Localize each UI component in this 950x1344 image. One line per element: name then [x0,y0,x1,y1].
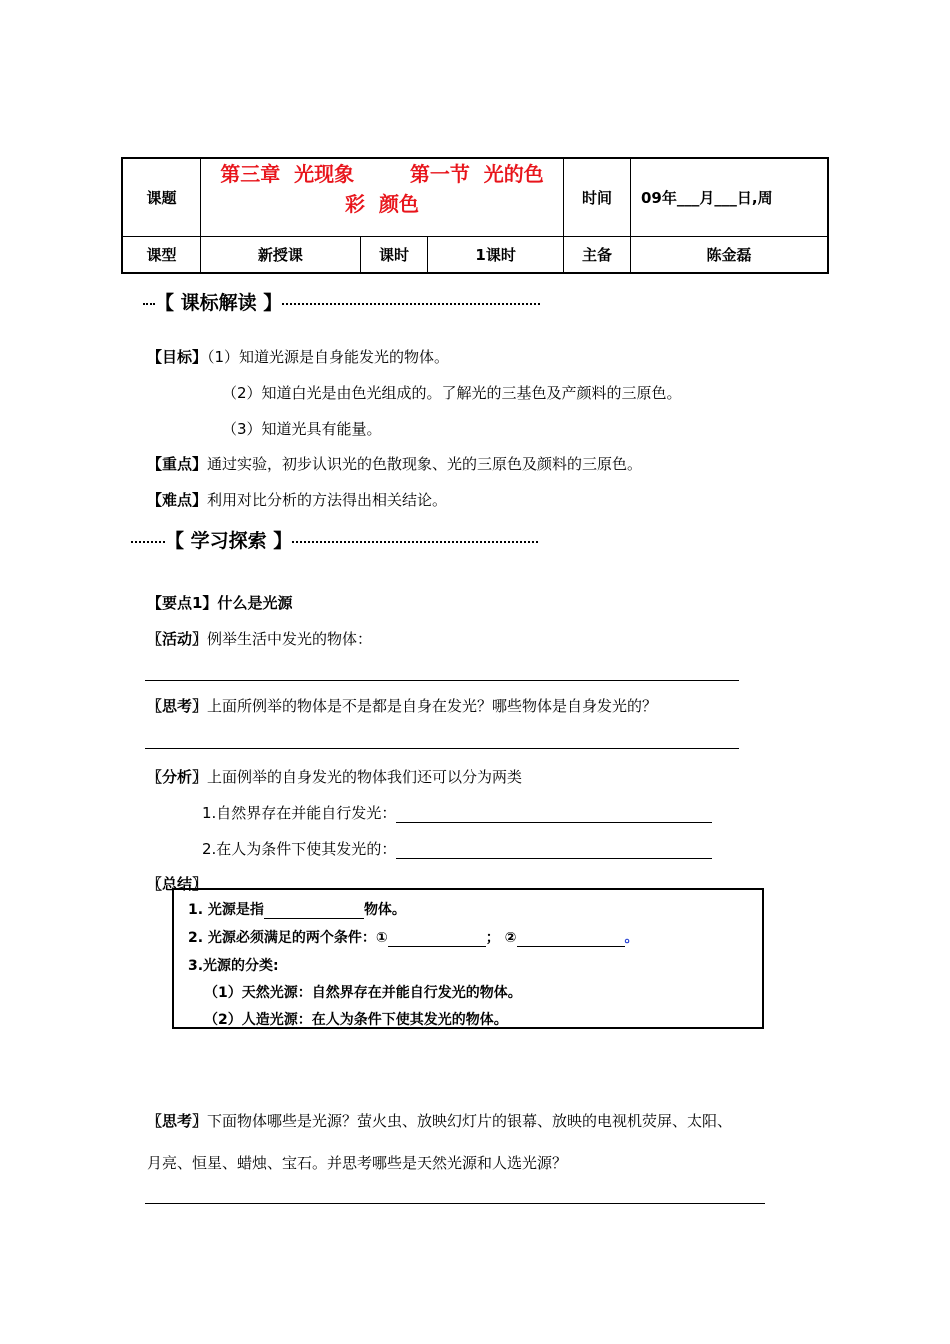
activity-line [147,628,372,649]
summary-item-2-mid: ； ② [485,930,517,946]
think2-text-2: 月亮、恒星、蜡烛、宝石。并思考哪些是天然光源和人选光源？ [147,1154,568,1172]
time-label: 时间 [564,158,631,236]
type-value: 新授课 [201,236,361,273]
analysis-item-1 [202,802,712,823]
summary-blank-3[interactable] [517,932,625,947]
summary-item-2 [188,927,639,947]
summary-item-3-1: （1）天然光源：自然界存在并能自行发光的物体。 [204,985,522,1001]
summary-item-3: 3.光源的分类: [188,958,279,974]
summary-item-2-end: 。 [624,930,639,946]
answer-line-3[interactable] [145,1203,765,1204]
goal-label: 【目标】 [147,348,208,366]
think1-text: 上面所例举的物体是不是都是自身在发光？哪些物体是自身发光的？ [207,697,658,715]
lesson-title-line1: 第三章 光现象 第一节 光的色 [220,162,544,186]
think2-text-1: 下面物体哪些是光源？萤火虫、放映幻灯片的银幕、放映的电视机荧屏、太阳、 [207,1112,733,1130]
goal-3: （3）知道光具有能量。 [222,420,382,438]
analysis-blank-1[interactable] [396,806,712,823]
key-point-label: 【重点】 [147,455,208,473]
lesson-header-table [121,157,829,274]
summary-blank-1[interactable] [264,904,364,919]
think2-label: 〖思考〗 [147,1112,208,1130]
summary-item-1-suffix: 物体。 [363,902,406,918]
goal-1: （1）知道光源是自身能发光的物体。 [207,348,450,366]
section-explore-title: 【 学习探索 】 [165,530,293,552]
think1-label: 〖思考〗 [147,697,208,715]
activity-text: 例举生活中发光的物体： [207,630,373,648]
lesson-title [201,158,564,236]
summary-item-1-prefix: 1. 光源是指 [188,902,264,918]
hours-value: 1课时 [428,236,564,273]
type-label: 课型 [122,236,201,273]
analysis-text: 上面例举的自身发光的物体我们还可以分为两类 [207,768,523,786]
difficulty-text: 利用对比分析的方法得出相关结论。 [207,491,448,509]
analysis-line [147,766,522,787]
section-standards-heading [143,288,540,315]
think2-line-1 [147,1110,732,1131]
analysis-item-2-text: 2.在人为条件下使其发光的： [202,840,397,858]
key-point-text: 通过实验，初步认识光的色散现象、光的三原色及颜料的三原色。 [207,455,643,473]
analysis-item-1-text: 1.自然界存在并能自行发光： [202,804,397,822]
summary-item-2-prefix: 2. 光源必须满足的两个条件：① [188,930,388,946]
hours-label: 课时 [360,236,427,273]
answer-line-1[interactable] [145,680,739,681]
difficulty-line [147,489,447,510]
section-explore-heading [131,526,538,553]
topic-label: 课题 [122,158,201,236]
summary-item-3-2: （2）人造光源：在人为条件下使其发光的物体。 [204,1012,508,1028]
lead-value: 陈金磊 [631,236,829,273]
analysis-blank-2[interactable] [396,842,712,859]
think1-line [147,695,657,716]
analysis-item-2 [202,838,712,859]
summary-label: 〖总结〗 [147,875,208,893]
analysis-label: 〖分析〗 [147,768,208,786]
key-point-line [147,453,642,474]
key-point-1-heading: 【要点1】什么是光源 [147,594,293,612]
activity-label: 〖活动〗 [147,630,208,648]
answer-line-2[interactable] [145,748,739,749]
summary-blank-2[interactable] [388,932,486,947]
goal-2: （2）知道白光是由色光组成的。了解光的三基色及产颜料的三原色。 [222,384,682,402]
lead-label: 主备 [564,236,631,273]
time-value: 09年___月___日,周 [631,158,829,236]
difficulty-label: 【难点】 [147,491,208,509]
goal-line-1 [147,346,449,367]
summary-item-1 [188,899,406,919]
summary-box [172,888,764,1029]
lesson-title-line2: 彩 颜色 [345,192,419,216]
section-standards-title: 【 课标解读 】 [155,292,283,314]
